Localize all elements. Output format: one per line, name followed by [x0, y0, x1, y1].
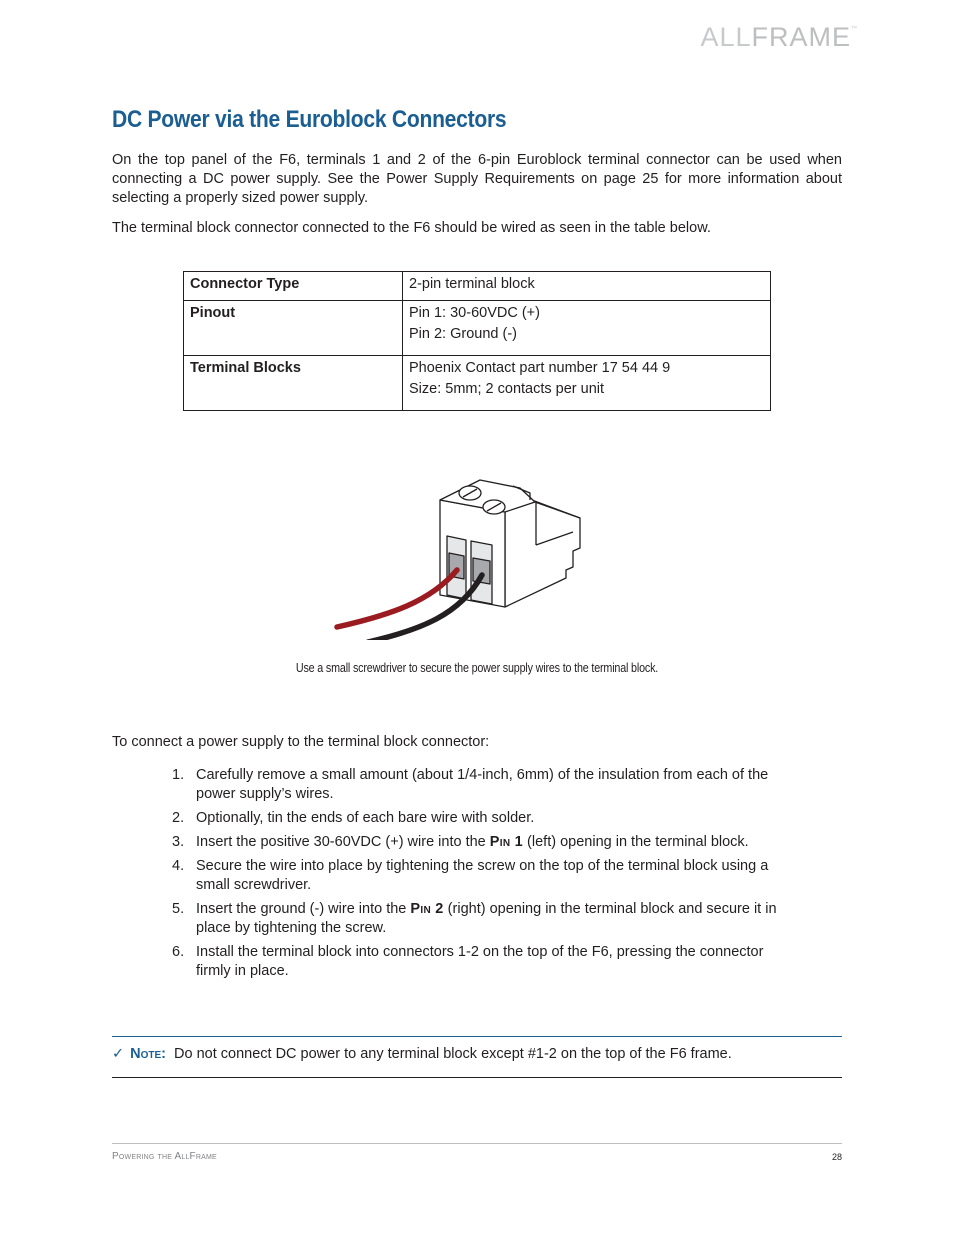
table-value [403, 356, 771, 411]
step-number: 6. [172, 944, 185, 960]
list-item [172, 900, 787, 938]
pin-label: Pin 2 [410, 901, 444, 917]
step-text: Insert the ground (-) wire into the [196, 901, 411, 917]
note-label: Note: [130, 1046, 167, 1062]
table-key: Connector Type [184, 272, 403, 301]
step-text: Secure the wire into place by tightening the screw on the top of the terminal block using a small screwdriver. [196, 858, 769, 893]
table-value-line: Pin 1: 30-60VDC (+) [409, 305, 540, 321]
step-text: Carefully remove a small amount (about 1/4-inch, 6mm) of the insulation from each of the power supply’s wires. [196, 767, 769, 802]
logo-bold-text: FRAME [751, 22, 851, 52]
note-top-divider [112, 1036, 842, 1037]
note-text: Do not connect DC power to any terminal block except #1-2 on the top of the F6 frame. [174, 1046, 732, 1062]
checkmark-icon: ✓ [112, 1046, 125, 1062]
allframe-logo [700, 22, 858, 53]
step-number: 2. [172, 810, 185, 826]
table-value [403, 301, 771, 356]
step-number: 5. [172, 901, 185, 917]
steps-intro: To connect a power supply to the terminal block connector: [112, 734, 490, 750]
list-item [172, 943, 787, 981]
step-number: 3. [172, 834, 185, 850]
logo-light-text: ALL [700, 22, 752, 52]
logo-trademark: ™ [851, 26, 858, 32]
table-value-line: Pin 2: Ground (-) [409, 326, 517, 342]
step-text: Optionally, tin the ends of each bare wire with solder. [196, 810, 535, 826]
table-row [184, 301, 771, 356]
list-item [172, 809, 787, 828]
table-value-line: Phoenix Contact part number 17 54 44 9 [409, 360, 671, 376]
table-value-line: Size: 5mm; 2 contacts per unit [409, 381, 605, 397]
footer-divider [112, 1143, 842, 1144]
step-text: (right) opening in the terminal block and secure it in place by tightening the screw. [196, 901, 777, 936]
note-bottom-divider [112, 1077, 842, 1078]
steps-list [172, 766, 787, 986]
list-item [172, 857, 787, 895]
page-title: DC Power via the Euroblock Connectors [112, 106, 507, 133]
table-value-line: 2-pin terminal block [409, 276, 535, 292]
step-text: Insert the positive 30-60VDC (+) wire into the [196, 834, 490, 850]
intro-paragraph: On the top panel of the F6, terminals 1 and 2 of the 6-pin Euroblock terminal connector can be used when connecting a DC power supply. See the Power Supply Requirements on page 25 for more information about selecting a properly sized power supply. [112, 152, 842, 206]
step-text: Install the terminal block into connectors 1-2 on the top of the F6, pressing the connector firmly in place. [196, 944, 764, 979]
page-number: 28 [831, 1152, 842, 1162]
table-value [403, 272, 771, 301]
figure-caption: Use a small screwdriver to secure the power supply wires to the terminal block. [295, 661, 659, 675]
footer-section-title: Powering the AllFrame [112, 1151, 217, 1162]
list-item [172, 833, 787, 852]
step-number: 1. [172, 767, 185, 783]
terminal-block-illustration [330, 470, 590, 640]
connector-spec-table [183, 271, 771, 411]
table-key: Terminal Blocks [184, 356, 403, 411]
table-row [184, 272, 771, 301]
step-number: 4. [172, 858, 185, 874]
table-row [184, 356, 771, 411]
note-box [112, 1045, 842, 1064]
pin-label: Pin 1 [489, 834, 524, 850]
list-item [172, 766, 787, 804]
wiring-paragraph: The terminal block connector connected to the F6 should be wired as seen in the table below. [112, 220, 711, 236]
step-text: (left) opening in the terminal block. [523, 834, 749, 850]
table-key: Pinout [184, 301, 403, 356]
